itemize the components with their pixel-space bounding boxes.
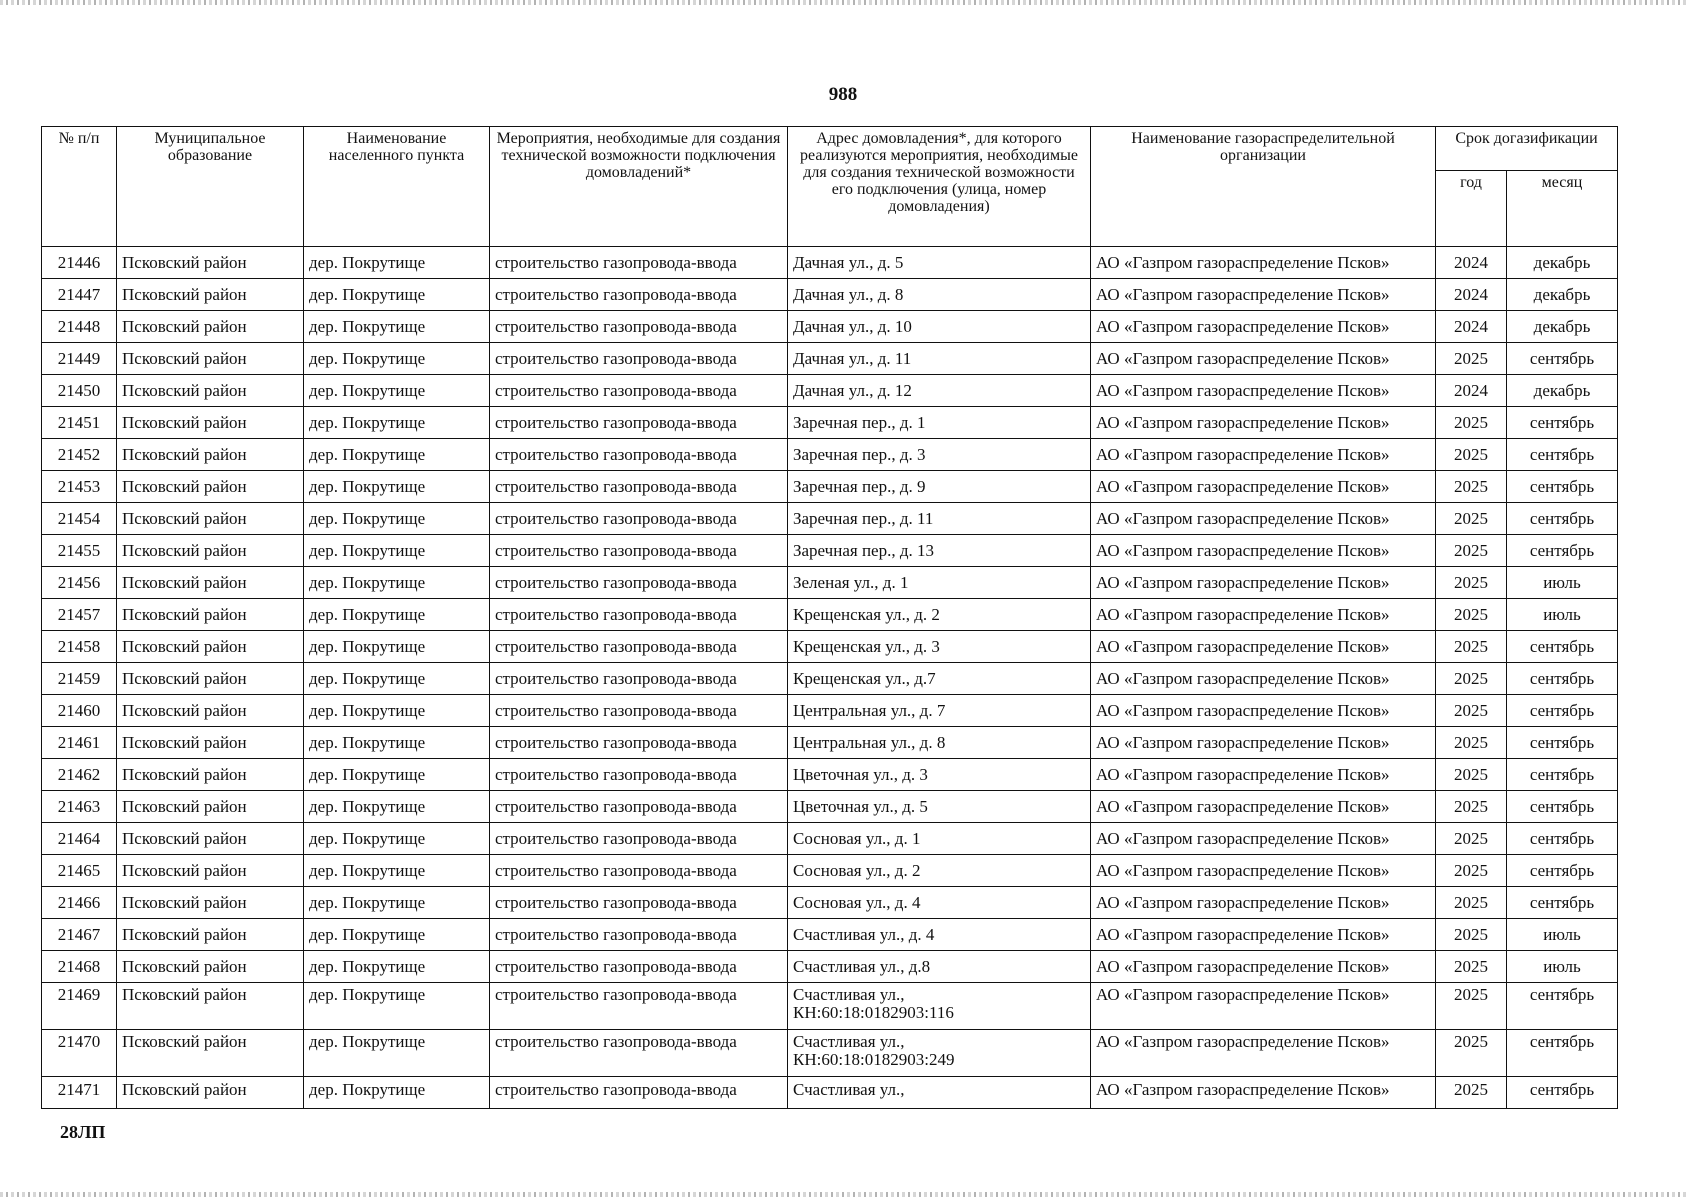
cell-measure: строительство газопровода-ввода [490, 759, 788, 791]
cell-address [788, 759, 1091, 791]
table-row [42, 343, 1618, 375]
cell-month: июль [1507, 919, 1618, 951]
cell-measure: строительство газопровода-ввода [490, 247, 788, 279]
cell-num: 21457 [42, 599, 117, 631]
cell-year: 2025 [1436, 567, 1507, 599]
cell-settlement: дер. Покрутище [304, 695, 490, 727]
cell-month: сентябрь [1507, 1030, 1618, 1077]
cell-settlement: дер. Покрутище [304, 279, 490, 311]
table-row [42, 695, 1618, 727]
cell-address [788, 407, 1091, 439]
cell-address [788, 599, 1091, 631]
cell-month: сентябрь [1507, 1077, 1618, 1109]
cell-settlement: дер. Покрутище [304, 887, 490, 919]
cell-address [788, 311, 1091, 343]
cell-year: 2025 [1436, 535, 1507, 567]
cell-measure: строительство газопровода-ввода [490, 471, 788, 503]
cell-num: 21453 [42, 471, 117, 503]
cell-address [788, 663, 1091, 695]
cell-year: 2025 [1436, 471, 1507, 503]
address-line: Дачная ул., д. 10 [793, 316, 912, 336]
cell-municipality: Псковский район [117, 279, 304, 311]
cell-address [788, 887, 1091, 919]
cell-year: 2025 [1436, 983, 1507, 1030]
address-line: Счастливая ул., [793, 1032, 905, 1051]
cell-measure: строительство газопровода-ввода [490, 631, 788, 663]
table-row [42, 887, 1618, 919]
cell-month: декабрь [1507, 375, 1618, 407]
cell-address [788, 1077, 1091, 1109]
cell-measure: строительство газопровода-ввода [490, 567, 788, 599]
cell-settlement: дер. Покрутище [304, 599, 490, 631]
cell-settlement: дер. Покрутище [304, 407, 490, 439]
cell-measure: строительство газопровода-ввода [490, 1030, 788, 1077]
cell-year: 2025 [1436, 919, 1507, 951]
address-line: Счастливая ул., [793, 985, 905, 1004]
cell-month: декабрь [1507, 279, 1618, 311]
cell-num: 21463 [42, 791, 117, 823]
cell-year: 2024 [1436, 279, 1507, 311]
address-line: Сосновая ул., д. 2 [793, 860, 921, 880]
cell-month: сентябрь [1507, 983, 1618, 1030]
cell-settlement: дер. Покрутище [304, 375, 490, 407]
cell-measure: строительство газопровода-ввода [490, 983, 788, 1030]
cell-municipality: Псковский район [117, 791, 304, 823]
cell-organization: АО «Газпром газораспределение Псков» [1091, 823, 1436, 855]
cell-address [788, 247, 1091, 279]
cell-address [788, 1030, 1091, 1077]
cell-settlement: дер. Покрутище [304, 823, 490, 855]
table-row [42, 439, 1618, 471]
cell-settlement: дер. Покрутище [304, 919, 490, 951]
cell-year: 2025 [1436, 1077, 1507, 1109]
header-year: год [1436, 171, 1507, 247]
cell-year: 2025 [1436, 439, 1507, 471]
cell-measure: строительство газопровода-ввода [490, 919, 788, 951]
cell-month: июль [1507, 599, 1618, 631]
cell-year: 2025 [1436, 951, 1507, 983]
address-line: Заречная пер., д. 3 [793, 444, 926, 464]
cell-organization: АО «Газпром газораспределение Псков» [1091, 375, 1436, 407]
address-line: Счастливая ул., д.8 [793, 956, 931, 976]
cell-municipality: Псковский район [117, 535, 304, 567]
scan-edge-top [0, 0, 1686, 5]
cell-year: 2025 [1436, 727, 1507, 759]
cell-organization: АО «Газпром газораспределение Псков» [1091, 983, 1436, 1030]
cell-organization: АО «Газпром газораспределение Псков» [1091, 471, 1436, 503]
cell-organization: АО «Газпром газораспределение Псков» [1091, 887, 1436, 919]
cell-measure: строительство газопровода-ввода [490, 951, 788, 983]
table-row [42, 791, 1618, 823]
cell-num: 21465 [42, 855, 117, 887]
cell-year: 2025 [1436, 407, 1507, 439]
table-row [42, 471, 1618, 503]
table-row [42, 855, 1618, 887]
cell-year: 2025 [1436, 599, 1507, 631]
cell-month: декабрь [1507, 311, 1618, 343]
address-line: Дачная ул., д. 5 [793, 252, 904, 272]
cell-organization: АО «Газпром газораспределение Псков» [1091, 567, 1436, 599]
header-municipality: Муниципальное образование [117, 127, 304, 247]
cell-municipality: Псковский район [117, 887, 304, 919]
cell-num: 21458 [42, 631, 117, 663]
cell-organization: АО «Газпром газораспределение Псков» [1091, 407, 1436, 439]
cell-address [788, 375, 1091, 407]
cell-measure: строительство газопровода-ввода [490, 599, 788, 631]
cell-organization: АО «Газпром газораспределение Псков» [1091, 247, 1436, 279]
cell-address [788, 567, 1091, 599]
cell-municipality: Псковский район [117, 503, 304, 535]
cell-municipality: Псковский район [117, 919, 304, 951]
page-number: 988 [828, 84, 858, 105]
cell-measure: строительство газопровода-ввода [490, 887, 788, 919]
cell-month: сентябрь [1507, 631, 1618, 663]
cell-organization: АО «Газпром газораспределение Псков» [1091, 695, 1436, 727]
address-line: Заречная пер., д. 1 [793, 412, 926, 432]
cell-municipality: Псковский район [117, 599, 304, 631]
table-row [42, 567, 1618, 599]
cell-measure: строительство газопровода-ввода [490, 343, 788, 375]
cell-month: сентябрь [1507, 855, 1618, 887]
cell-settlement: дер. Покрутище [304, 311, 490, 343]
table-row [42, 1030, 1618, 1077]
cell-year: 2025 [1436, 1030, 1507, 1077]
cell-municipality: Псковский район [117, 663, 304, 695]
cell-num: 21446 [42, 247, 117, 279]
cell-measure: строительство газопровода-ввода [490, 279, 788, 311]
cell-address [788, 439, 1091, 471]
address-line: Заречная пер., д. 9 [793, 476, 926, 496]
header-address: Адрес домовладения*, для которого реализуются мероприятия, необходимые для создания технической возможности его подключения (улица, номер домовладения) [788, 127, 1091, 247]
table-row [42, 407, 1618, 439]
address-line: Крещенская ул., д. 2 [793, 604, 940, 624]
cell-settlement: дер. Покрутище [304, 503, 490, 535]
cell-num: 21452 [42, 439, 117, 471]
cell-organization: АО «Газпром газораспределение Псков» [1091, 951, 1436, 983]
cell-organization: АО «Газпром газораспределение Псков» [1091, 599, 1436, 631]
cell-settlement: дер. Покрутище [304, 567, 490, 599]
address-line: Зеленая ул., д. 1 [793, 572, 909, 592]
table-row [42, 1077, 1618, 1109]
address-line: Дачная ул., д. 12 [793, 380, 912, 400]
cell-settlement: дер. Покрутище [304, 471, 490, 503]
header-settlement: Наименование населенного пункта [304, 127, 490, 247]
cell-num: 21461 [42, 727, 117, 759]
header-organization: Наименование газораспределительной организации [1091, 127, 1436, 247]
cell-month: сентябрь [1507, 343, 1618, 375]
cell-num: 21470 [42, 1030, 117, 1077]
gasification-table [41, 126, 1618, 1109]
cell-num: 21450 [42, 375, 117, 407]
cell-month: июль [1507, 567, 1618, 599]
table-row [42, 631, 1618, 663]
cell-year: 2025 [1436, 791, 1507, 823]
table-row [42, 663, 1618, 695]
cell-month: сентябрь [1507, 759, 1618, 791]
address-line: Счастливая ул., д. 4 [793, 924, 935, 944]
cell-municipality: Псковский район [117, 951, 304, 983]
cell-measure: строительство газопровода-ввода [490, 727, 788, 759]
cell-num: 21462 [42, 759, 117, 791]
address-line: КН:60:18:0182903:116 [793, 1003, 954, 1022]
table-row [42, 823, 1618, 855]
table-row [42, 759, 1618, 791]
cell-municipality: Псковский район [117, 471, 304, 503]
table-body [42, 247, 1618, 1109]
table-row [42, 919, 1618, 951]
table-row [42, 503, 1618, 535]
address-line: Цветочная ул., д. 3 [793, 764, 928, 784]
cell-measure: строительство газопровода-ввода [490, 407, 788, 439]
table-row [42, 599, 1618, 631]
cell-measure: строительство газопровода-ввода [490, 311, 788, 343]
cell-address [788, 855, 1091, 887]
cell-month: сентябрь [1507, 503, 1618, 535]
cell-year: 2025 [1436, 343, 1507, 375]
cell-settlement: дер. Покрутище [304, 439, 490, 471]
cell-measure: строительство газопровода-ввода [490, 503, 788, 535]
cell-month: июль [1507, 951, 1618, 983]
cell-municipality: Псковский район [117, 983, 304, 1030]
cell-organization: АО «Газпром газораспределение Псков» [1091, 855, 1436, 887]
cell-organization: АО «Газпром газораспределение Псков» [1091, 759, 1436, 791]
cell-month: сентябрь [1507, 791, 1618, 823]
cell-settlement: дер. Покрутище [304, 727, 490, 759]
cell-measure: строительство газопровода-ввода [490, 439, 788, 471]
address-line: Центральная ул., д. 7 [793, 700, 946, 720]
cell-month: сентябрь [1507, 439, 1618, 471]
cell-municipality: Псковский район [117, 855, 304, 887]
cell-num: 21456 [42, 567, 117, 599]
cell-year: 2025 [1436, 631, 1507, 663]
table-row [42, 727, 1618, 759]
cell-address [788, 951, 1091, 983]
table-row [42, 951, 1618, 983]
address-line: Крещенская ул., д.7 [793, 668, 936, 688]
cell-address [788, 791, 1091, 823]
cell-num: 21469 [42, 983, 117, 1030]
cell-num: 21467 [42, 919, 117, 951]
cell-organization: АО «Газпром газораспределение Псков» [1091, 535, 1436, 567]
address-line: Крещенская ул., д. 3 [793, 636, 940, 656]
cell-year: 2024 [1436, 247, 1507, 279]
cell-month: сентябрь [1507, 535, 1618, 567]
cell-month: сентябрь [1507, 727, 1618, 759]
cell-settlement: дер. Покрутище [304, 791, 490, 823]
cell-num: 21459 [42, 663, 117, 695]
cell-settlement: дер. Покрутище [304, 983, 490, 1030]
scan-edge-bottom [0, 1192, 1686, 1197]
cell-municipality: Псковский район [117, 727, 304, 759]
cell-measure: строительство газопровода-ввода [490, 663, 788, 695]
address-line: Сосновая ул., д. 1 [793, 828, 921, 848]
cell-organization: АО «Газпром газораспределение Псков» [1091, 279, 1436, 311]
cell-month: сентябрь [1507, 823, 1618, 855]
table-row [42, 279, 1618, 311]
header-num: № п/п [42, 127, 117, 247]
cell-address [788, 727, 1091, 759]
cell-month: сентябрь [1507, 663, 1618, 695]
cell-municipality: Псковский район [117, 1030, 304, 1077]
cell-measure: строительство газопровода-ввода [490, 695, 788, 727]
cell-num: 21454 [42, 503, 117, 535]
cell-municipality: Псковский район [117, 375, 304, 407]
cell-municipality: Псковский район [117, 823, 304, 855]
cell-settlement: дер. Покрутище [304, 247, 490, 279]
cell-settlement: дер. Покрутище [304, 1030, 490, 1077]
address-line: КН:60:18:0182903:249 [793, 1050, 955, 1069]
cell-address [788, 631, 1091, 663]
cell-measure: строительство газопровода-ввода [490, 535, 788, 567]
cell-settlement: дер. Покрутище [304, 1077, 490, 1109]
cell-measure: строительство газопровода-ввода [490, 823, 788, 855]
cell-num: 21449 [42, 343, 117, 375]
cell-num: 21451 [42, 407, 117, 439]
cell-address [788, 919, 1091, 951]
cell-year: 2025 [1436, 663, 1507, 695]
address-line: Центральная ул., д. 8 [793, 732, 946, 752]
cell-settlement: дер. Покрутище [304, 663, 490, 695]
table-row [42, 247, 1618, 279]
cell-municipality: Псковский район [117, 695, 304, 727]
cell-month: декабрь [1507, 247, 1618, 279]
cell-year: 2025 [1436, 887, 1507, 919]
cell-organization: АО «Газпром газораспределение Псков» [1091, 631, 1436, 663]
cell-settlement: дер. Покрутище [304, 855, 490, 887]
address-line: Дачная ул., д. 8 [793, 284, 904, 304]
cell-municipality: Псковский район [117, 247, 304, 279]
cell-address [788, 503, 1091, 535]
cell-organization: АО «Газпром газораспределение Псков» [1091, 791, 1436, 823]
cell-settlement: дер. Покрутище [304, 343, 490, 375]
cell-num: 21447 [42, 279, 117, 311]
cell-municipality: Псковский район [117, 311, 304, 343]
cell-municipality: Псковский район [117, 1077, 304, 1109]
address-line: Заречная пер., д. 11 [793, 508, 934, 528]
cell-year: 2024 [1436, 311, 1507, 343]
cell-year: 2025 [1436, 503, 1507, 535]
cell-municipality: Псковский район [117, 343, 304, 375]
cell-settlement: дер. Покрутище [304, 535, 490, 567]
cell-measure: строительство газопровода-ввода [490, 855, 788, 887]
cell-month: сентябрь [1507, 471, 1618, 503]
cell-year: 2025 [1436, 695, 1507, 727]
header-measures: Мероприятия, необходимые для создания технической возможности подключения домовладений* [490, 127, 788, 247]
cell-organization: АО «Газпром газораспределение Псков» [1091, 311, 1436, 343]
address-line: Счастливая ул., [793, 1080, 905, 1099]
header-term: Срок догазификации [1436, 127, 1618, 171]
address-line: Цветочная ул., д. 5 [793, 796, 928, 816]
cell-municipality: Псковский район [117, 439, 304, 471]
cell-year: 2024 [1436, 375, 1507, 407]
cell-month: сентябрь [1507, 887, 1618, 919]
address-line: Заречная пер., д. 13 [793, 540, 934, 560]
cell-settlement: дер. Покрутище [304, 951, 490, 983]
cell-settlement: дер. Покрутище [304, 759, 490, 791]
cell-organization: АО «Газпром газораспределение Псков» [1091, 1030, 1436, 1077]
cell-address [788, 343, 1091, 375]
cell-num: 21448 [42, 311, 117, 343]
cell-measure: строительство газопровода-ввода [490, 791, 788, 823]
table-row [42, 311, 1618, 343]
cell-year: 2025 [1436, 759, 1507, 791]
header-month: месяц [1507, 171, 1618, 247]
cell-organization: АО «Газпром газораспределение Псков» [1091, 1077, 1436, 1109]
table-row [42, 375, 1618, 407]
cell-num: 21460 [42, 695, 117, 727]
footer-code: 28ЛП [60, 1122, 106, 1142]
cell-address [788, 823, 1091, 855]
cell-organization: АО «Газпром газораспределение Псков» [1091, 503, 1436, 535]
cell-address [788, 535, 1091, 567]
cell-num: 21466 [42, 887, 117, 919]
cell-organization: АО «Газпром газораспределение Псков» [1091, 727, 1436, 759]
cell-municipality: Псковский район [117, 631, 304, 663]
cell-month: сентябрь [1507, 407, 1618, 439]
cell-address [788, 471, 1091, 503]
address-line: Дачная ул., д. 11 [793, 348, 912, 368]
address-line: Сосновая ул., д. 4 [793, 892, 921, 912]
table-row [42, 535, 1618, 567]
table-header [42, 127, 1618, 247]
cell-num: 21468 [42, 951, 117, 983]
cell-address [788, 279, 1091, 311]
table-row [42, 983, 1618, 1030]
cell-num: 21455 [42, 535, 117, 567]
cell-address [788, 983, 1091, 1030]
cell-year: 2025 [1436, 823, 1507, 855]
cell-year: 2025 [1436, 855, 1507, 887]
cell-measure: строительство газопровода-ввода [490, 1077, 788, 1109]
cell-organization: АО «Газпром газораспределение Псков» [1091, 919, 1436, 951]
cell-municipality: Псковский район [117, 759, 304, 791]
cell-month: сентябрь [1507, 695, 1618, 727]
cell-measure: строительство газопровода-ввода [490, 375, 788, 407]
cell-organization: АО «Газпром газораспределение Псков» [1091, 439, 1436, 471]
cell-organization: АО «Газпром газораспределение Псков» [1091, 343, 1436, 375]
cell-num: 21471 [42, 1077, 117, 1109]
cell-organization: АО «Газпром газораспределение Псков» [1091, 663, 1436, 695]
cell-municipality: Псковский район [117, 407, 304, 439]
cell-address [788, 695, 1091, 727]
cell-municipality: Псковский район [117, 567, 304, 599]
cell-num: 21464 [42, 823, 117, 855]
cell-settlement: дер. Покрутище [304, 631, 490, 663]
